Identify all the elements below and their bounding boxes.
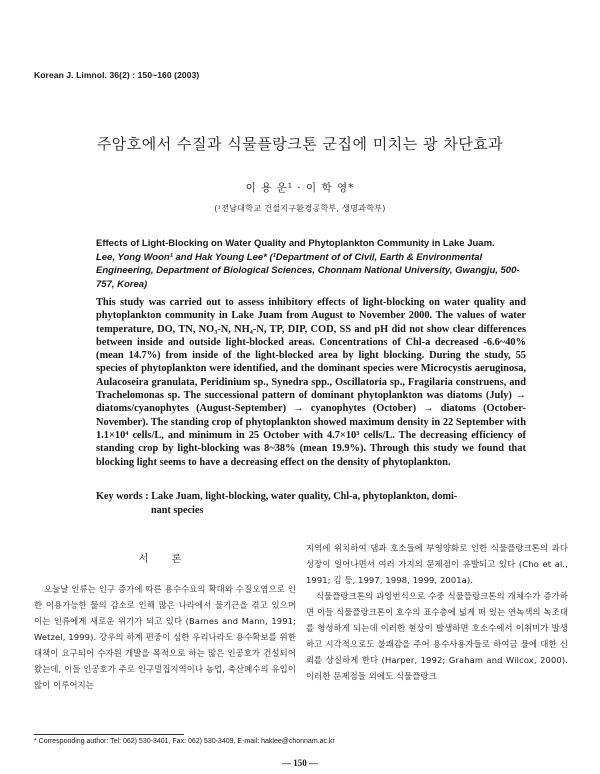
korean-title: 주암호에서 수질과 식물플랑크톤 군집에 미치는 광 차단효과 bbox=[96, 135, 504, 153]
korean-affiliation: (¹전남대학교 건설지구환경공학부, 생명과학부) bbox=[214, 204, 386, 213]
keywords bbox=[96, 490, 526, 517]
keywords-line-2: nant species bbox=[151, 504, 204, 516]
right-column-paragraph-2: 식물플랑크톤의 과잉번식으로 수중 식물플랑크톤의 개체수가 증가하면 이들 식물플랑크톤이 호수의 표수층에 넓게 떠 있는 연녹색의 녹조대를 형성하게 되는데 이러한 현상이 발생하면 호소수에서 이취미가 발생하고 시각적으로도 불쾌감을 주어 용수사용자들로 하여금 물에 대한 신뢰를 상실하게 한다 (Harper, 1992; Graham and Wilcox, 2000). 이러한 문제점들 외에도 식물플랑크 bbox=[306, 591, 568, 681]
english-authors: Lee, Yong Woon¹ and Hak Young Lee* (¹Department of of Civil, Earth & Environmental Engineering, Department of Biological Sciences, Chonnam National University, Gwangju, 500-757, Korea) bbox=[96, 251, 520, 290]
left-column-paragraph: 오늘날 인류는 인구 증가에 따른 용수수요의 확대와 수질오염으로 인한 이용가능한 물의 감소로 인해 많은 나라에서 물기근을 겪고 있으며 이는 인류에게 새로운 위기가 되고 있다 (Barnes and Mann, 1991; Wetzel, 1999). 강우의 하계 편중이 심한 우리나라도 용수확보를 위한 대책이 요구되어 수자원 개발을 목적으로 하는 많은 인공호가 건설되어 왔는데, 이들 인공호가 주로 인구밀집지역이나 농업, 축산폐수의 유입이 많이 이루어지는 bbox=[34, 584, 296, 690]
korean-authors: 이 용 운¹ · 이 학 영* bbox=[245, 182, 355, 194]
right-column bbox=[306, 540, 568, 684]
page-number: — 150 — bbox=[282, 758, 318, 768]
section-heading: 서 론 bbox=[138, 554, 192, 565]
abstract-text: This study was carried out to assess inhibitory effects of light-blocking on water quality and phytoplankton community in Lake Juam from August to November 2000. The values of water temperature, DO, TN, NO₃-N, NH₄-N, TP, DIP, COD, SS and pH did not show clear differences between inside and outside light-blocked areas. Concentrations of Chl-a decreased -6.6~40% (mean 14.7%) from inside of the light-blocked area by light blocking. During the study, 55 species of phytoplankton were identified, and the dominant species were Microcystis aeruginosa, Aulacoseira granulata, Peridinium sp., Synedra spp., Oscillatoria sp., Fragilaria construens, and Trachelomonas sp. The successional pattern of dominant phytoplankton was diatoms (July) → diatoms/cyanophytes (August-September) → cyanophytes (October) → diatoms (October-November). The standing crop of phytoplankton showed maximum density in 22 September with 1.1×10⁴ cells/L, and minimum in 25 October with 4.7×10³ cells/L. The decreasing efficiency of standing crop by light-blocking was 8~38% (mean 19.9%). Through this study we found that blocking light seems to have a decreasing effect on the density of phytoplankton. bbox=[96, 297, 526, 468]
english-title: Effects of Light-Blocking on Water Quality and Phytoplankton Community in Lake Juam. bbox=[96, 238, 495, 249]
keywords-label: Key words : bbox=[96, 491, 149, 502]
journal-citation: Korean J. Limnol. 36(2) : 150~160 (2003) bbox=[34, 70, 200, 80]
left-column bbox=[34, 548, 296, 693]
footnote: * Corresponding author: Tel: 062) 530-3401, Fax: 062) 530-3409, E-mail: haklee@chonnam.ac.kr bbox=[34, 738, 335, 745]
english-header bbox=[96, 237, 526, 291]
right-column-paragraph-1: 지역에 위치하여 댐과 호소들에 부영양화로 인한 식물플랑크톤의 과다성장이 일어나면서 여러 가지의 문제점이 유발되고 있다 (Cho et al., 1991; 김 등, 1997, 1998, 1999, 2001a). bbox=[306, 543, 568, 585]
keywords-line-1: Lake Juam, light-blocking, water quality, Chl-a, phytoplankton, domi- bbox=[148, 491, 458, 502]
abstract bbox=[96, 296, 526, 469]
footnote-divider bbox=[34, 734, 184, 735]
